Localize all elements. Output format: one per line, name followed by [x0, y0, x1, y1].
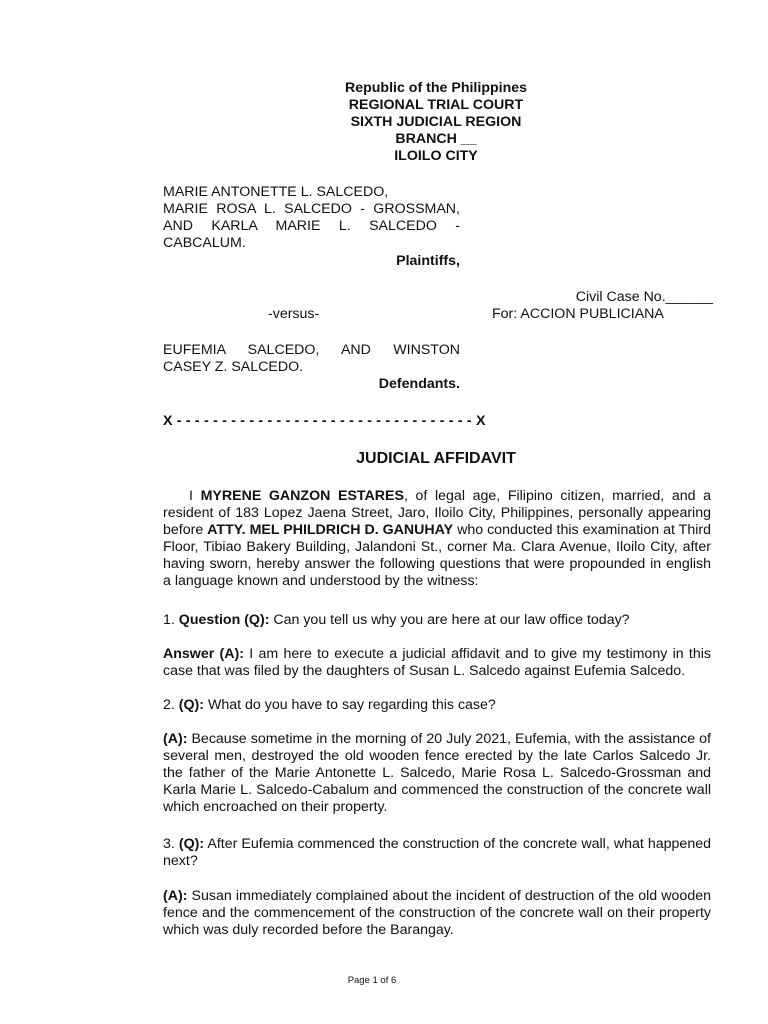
a2-text: Because sometime in the morning of 20 July 2021, Eufemia, with the assistance of several men, destroyed the old wooden fence erected by the late Carlos Salcedo Jr. the father of the Marie Antonette L. Salcedo, Marie Rosa L. Salcedo-Grossman and Karla Marie L. Salcedo-Cabalum and commenced the construction of the concrete wall which encroached on their property. [163, 731, 711, 815]
attorney-name: ATTY. MEL PHILDRICH D. GANUHAY [207, 522, 454, 538]
page-number: Page 1 of 6 [347, 975, 397, 986]
answer-2 [163, 731, 711, 816]
q3-text: After Eufemia commenced the construction of the concrete wall, what happened next? [163, 836, 711, 869]
q1-label: Question (Q): [178, 612, 270, 628]
q1-number: 1. [163, 612, 179, 628]
versus-label: -versus- [268, 306, 320, 322]
intro-text-1: , of legal age, Filipino citizen, married, and a resident of 183 Lopez Jaena Street, Jaro, Iloilo City, Philippines, personally appearing before [163, 488, 712, 538]
a1-label: Answer (A): [163, 646, 244, 662]
answer-1 [163, 646, 711, 680]
defendant-line-2: CASEY Z. SALCEDO. [163, 359, 304, 375]
plaintiffs-label: Plaintiffs, [396, 253, 460, 269]
a3-label: (A): [163, 888, 188, 904]
court-republic: Republic of the Philippines [344, 80, 528, 96]
intro-paragraph [163, 488, 711, 590]
q1-text: Can you tell us why you are here at our law office today? [269, 612, 630, 628]
a3-text: Susan immediately complained about the incident of destruction of the old wooden fence and the commencement of the construction of the concrete wall on their property which was duly recorded before the Barangay. [163, 888, 711, 938]
civil-case-number: Civil Case No.______ [575, 289, 713, 305]
case-nature: For: ACCION PUBLICIANA [492, 306, 664, 322]
defendant-line-1: EUFEMIA SALCEDO, AND WINSTON [163, 342, 460, 358]
court-city: ILOILO CITY [394, 148, 478, 164]
document-title: JUDICIAL AFFIDAVIT [356, 450, 516, 467]
plaintiff-line-1: MARIE ANTONETTE L. SALCEDO, [163, 184, 389, 200]
court-name: REGIONAL TRIAL COURT [348, 97, 524, 113]
q3-label: (Q): [178, 836, 205, 852]
court-region: SIXTH JUDICIAL REGION [350, 114, 522, 130]
caption-separator: X - - - - - - - - - - - - - - - - - - - - - - - - - - - - - - - - - X [163, 413, 486, 429]
defendants-label: Defendants. [378, 376, 460, 392]
intro-prefix: I [189, 488, 201, 504]
plaintiff-line-2: MARIE ROSA L. SALCEDO - GROSSMAN, [163, 201, 460, 217]
q2-label: (Q): [178, 697, 204, 713]
plaintiff-line-4: CABCALUM. [163, 235, 246, 251]
answer-3 [163, 888, 711, 939]
question-1 [163, 612, 711, 629]
a2-label: (A): [163, 731, 188, 747]
court-branch: BRANCH __ [395, 131, 477, 147]
question-2 [163, 697, 711, 714]
q2-text: What do you have to say regarding this case? [204, 697, 496, 713]
intro-text-2: who conducted this examination at Third Floor, Tibiao Bakery Building, Jalandoni St., corner Ma. Clara Avenue, Iloilo City, after having sworn, hereby answer the following questions that were propounded in english a language known and understood by the witness: [163, 522, 711, 589]
q2-number: 2. [163, 697, 179, 713]
plaintiff-line-3: AND KARLA MARIE L. SALCEDO - [163, 218, 460, 234]
question-3 [163, 836, 711, 870]
q3-number: 3. [163, 836, 179, 852]
affiant-name: MYRENE GANZON ESTARES [200, 488, 404, 504]
a1-text: I am here to execute a judicial affidavit and to give my testimony in this case that was filed by the daughters of Susan L. Salcedo against Eufemia Salcedo. [163, 646, 711, 679]
